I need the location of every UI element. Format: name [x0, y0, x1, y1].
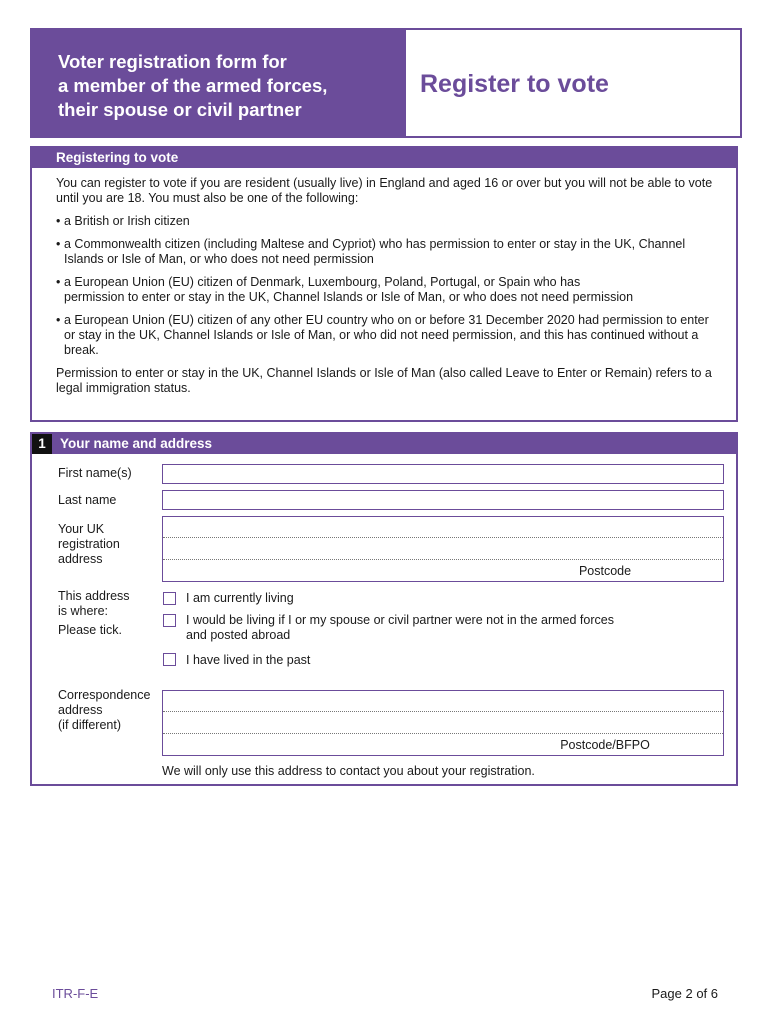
last-name-label: Last name — [58, 493, 117, 507]
currently-living-checkbox[interactable] — [163, 592, 176, 605]
uk-address-input[interactable] — [162, 516, 724, 582]
form-title-line: a member of the armed forces, — [58, 75, 328, 96]
postcode-bfpo-label: Postcode/BFPO — [560, 738, 650, 752]
lived-in-past-checkbox[interactable] — [163, 653, 176, 666]
eligibility-bullet: • a European Union (EU) citizen of any other EU country who on or before 31 December 2020 had permission to enter or stay in the UK, Channel Islands or Isle of Man, or who did not need permission, and this has continued without a break. — [56, 313, 709, 357]
registering-to-vote-section — [30, 146, 738, 422]
currently-living-label: I am currently living — [186, 591, 294, 605]
form-title — [32, 30, 406, 136]
permission-paragraph: Permission to enter or stay in the UK, Channel Islands or Isle of Man (also called Leave to Enter or Remain) refers to a legal immigration status. — [56, 366, 712, 395]
uk-address-label: Your UK registration address — [58, 522, 120, 566]
last-name-input[interactable] — [162, 490, 724, 510]
address-where-label: This address is where: — [58, 589, 130, 618]
would-be-living-label: I would be living if I or my spouse or civil partner were not in the armed forces and posted abroad — [186, 613, 614, 642]
section-heading — [32, 434, 736, 454]
form-title-line: their spouse or civil partner — [58, 99, 302, 120]
eligibility-paragraph: You can register to vote if you are resident (usually live) in England and aged 16 or over but you will not be able to vote until you are 18. You must also be one of the following: — [56, 176, 713, 205]
address-use-note: We will only use this address to contact you about your registration. — [162, 764, 535, 778]
section-title: Your name and address — [60, 436, 213, 451]
correspondence-address-input[interactable] — [162, 690, 724, 756]
eligibility-bullet: • a Commonwealth citizen (including Maltese and Cypriot) who has permission to enter or stay in the UK, Channel Islands or Isle of Man, or who does not need permission — [56, 237, 686, 266]
form-header — [30, 28, 742, 138]
first-name-input[interactable] — [162, 464, 724, 484]
would-be-living-checkbox[interactable] — [163, 614, 176, 627]
lived-in-past-label: I have lived in the past — [186, 653, 311, 667]
postcode-label: Postcode — [578, 564, 632, 578]
section-number: 1 — [32, 434, 52, 454]
register-title: Register to vote — [420, 70, 609, 98]
eligibility-bullet: • a British or Irish citizen — [56, 214, 190, 228]
section-heading: Registering to vote — [32, 148, 736, 168]
eligibility-bullet: • a European Union (EU) citizen of Denmark, Luxembourg, Poland, Portugal, or Spain who has permission to enter or stay in the UK, Channel Islands or Isle of Man, or who does not need permission — [56, 275, 634, 304]
form-title-line: Voter registration form for — [58, 51, 287, 72]
correspondence-address-label: Correspondence address (if different) — [58, 688, 151, 732]
name-address-section — [30, 432, 738, 786]
form-code: ITR-F-E — [52, 986, 99, 1001]
first-name-label: First name(s) — [58, 466, 132, 480]
please-tick-label: Please tick. — [58, 623, 122, 637]
page-number: Page 2 of 6 — [651, 986, 718, 1001]
